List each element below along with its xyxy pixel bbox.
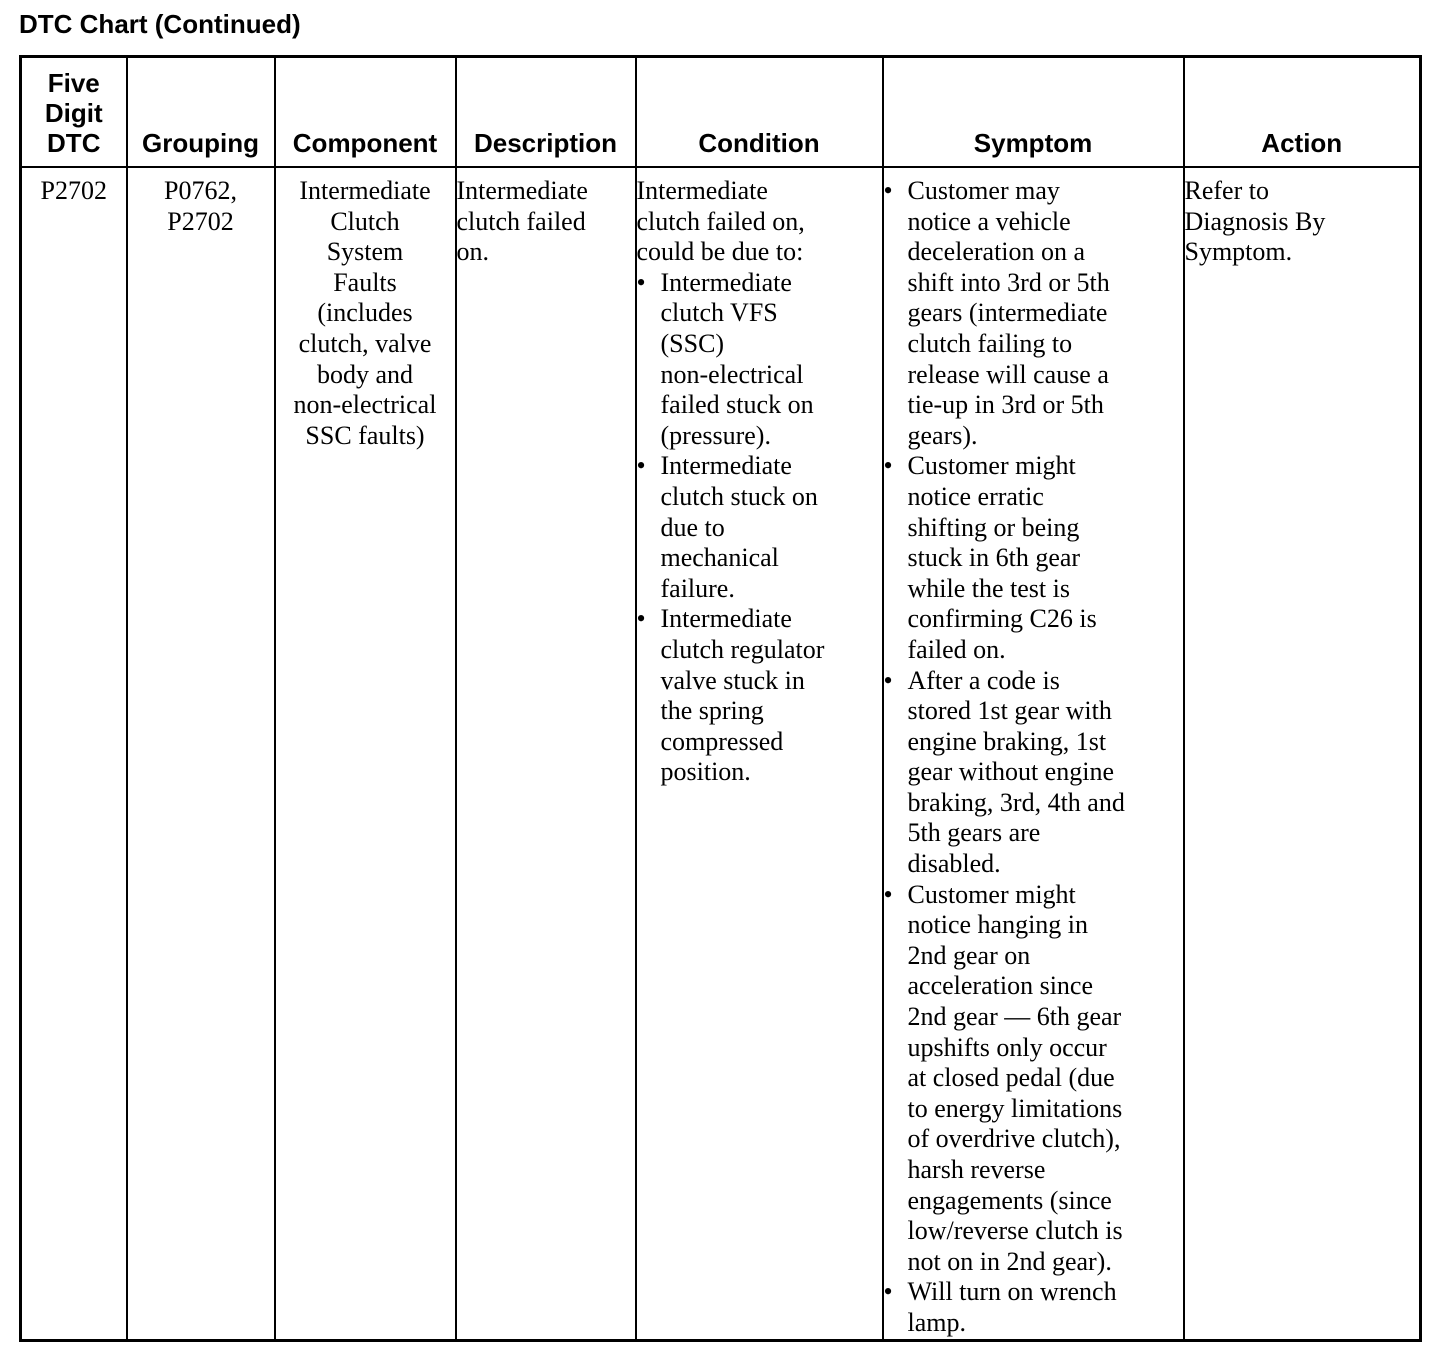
header-description: Description — [456, 57, 636, 168]
header-component: Component — [275, 57, 456, 168]
bullet-icon: • — [883, 1277, 893, 1307]
cell-grouping: P0762, P2702 — [127, 167, 275, 1340]
cell-component: Intermediate Clutch System Faults (includes clutch, valve body and non-electrical SSC faults) — [275, 167, 456, 1340]
list-item: • Customer might notice hanging in 2nd gear on acceleration since 2nd gear — 6th gear upshifts only occur at closed pedal (due to energy limitations of overdrive clutch), harsh reverse engagements (since low/reverse clutch is not on in 2nd gear). — [883, 879, 1123, 1276]
cell-dtc: P2702 — [21, 167, 127, 1340]
dtc-chart-table — [19, 55, 1422, 1342]
header-condition: Condition — [636, 57, 883, 168]
bullet-icon: • — [636, 604, 646, 634]
symptom-bullet-list — [884, 176, 1183, 1339]
list-item: • Will turn on wrench lamp. — [883, 1277, 1117, 1337]
bullet-icon: • — [883, 451, 893, 481]
header-action: Action — [1184, 57, 1421, 168]
condition-bullet-list — [637, 268, 882, 788]
list-item: • Intermediate clutch VFS (SSC) non-electrical failed stuck on (pressure). — [636, 267, 814, 450]
list-item: • Customer might notice erratic shifting or being stuck in 6th gear while the test is confirming C26 is failed on. — [883, 451, 1097, 664]
header-symptom: Symptom — [883, 57, 1184, 168]
header-five-digit-dtc: Five Digit DTC — [21, 57, 127, 168]
table-header-row — [21, 57, 1421, 168]
cell-condition — [636, 167, 883, 1340]
bullet-icon: • — [883, 665, 893, 695]
cell-action: Refer to Diagnosis By Symptom. — [1184, 167, 1421, 1340]
page-title: DTC Chart (Continued) — [19, 9, 301, 39]
bullet-icon: • — [883, 176, 893, 205]
bullet-icon: • — [636, 451, 646, 481]
cell-symptom — [883, 167, 1184, 1340]
cell-description: Intermediate clutch failed on. — [456, 167, 636, 1340]
condition-intro: Intermediate clutch failed on, could be due to: — [636, 176, 805, 267]
list-item: • Intermediate clutch regulator valve stuck in the spring compressed position. — [636, 604, 825, 787]
list-item: • After a code is stored 1st gear with engine braking, 1st gear without engine braking, 3rd, 4th and 5th gears are disabled. — [883, 665, 1125, 879]
list-item: • Customer may notice a vehicle deceleration on a shift into 3rd or 5th gears (intermediate clutch failing to release will cause a tie-up in 3rd or 5th gears). — [883, 176, 1110, 450]
bullet-icon: • — [883, 879, 893, 909]
table-row — [21, 167, 1421, 1340]
bullet-icon: • — [636, 267, 646, 297]
list-item: • Intermediate clutch stuck on due to mechanical failure. — [636, 451, 818, 603]
header-grouping: Grouping — [127, 57, 275, 168]
